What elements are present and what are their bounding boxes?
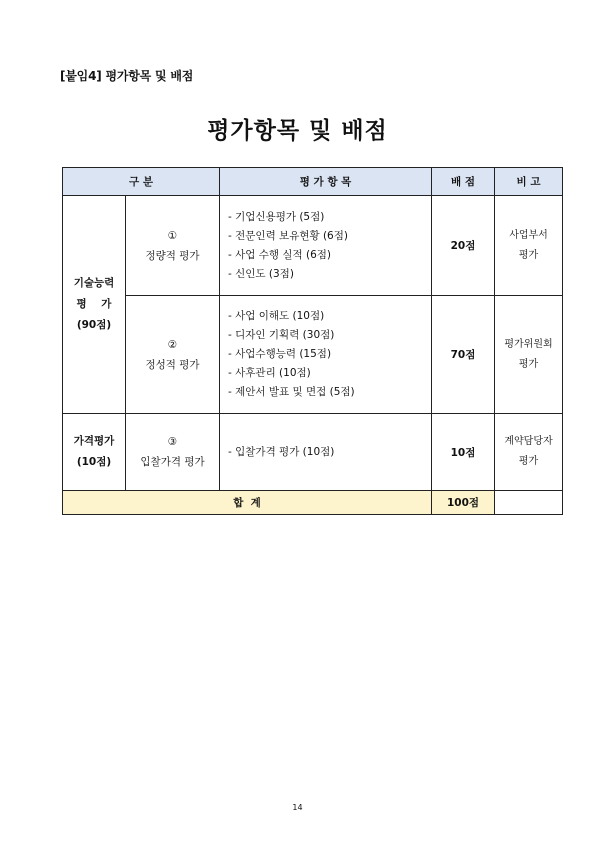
subcategory-number: ① [167,229,178,242]
table-header-row [63,168,563,196]
list-item: - 전문인력 보유현황 (6점) [228,229,348,242]
remark-cell [495,414,563,491]
page-number: 14 [292,803,303,812]
tech-group-line1: 기술능력 [73,277,115,289]
list-item: - 신인도 (3점) [228,267,294,280]
table-row [63,196,563,296]
total-score: 100점 [432,491,495,515]
evaluation-items-cell [220,196,432,296]
remark-line1: 평가위원회 [504,338,553,350]
subcategory-cell [126,296,220,414]
remark-line2: 평가 [518,358,539,370]
list-item: - 입찰가격 평가 (10점) [228,445,335,458]
subcategory-method: 정성적 평가 [145,358,200,371]
subcategory-number: ③ [167,436,178,448]
remark-line2: 평가 [518,249,539,261]
remark-line1: 사업부서 [509,229,548,241]
total-row [63,491,563,515]
list-item: - 디자인 기획력 (30점) [228,329,335,341]
evaluation-table [62,167,563,515]
list-item: - 사업 이해도 (10점) [228,310,325,322]
score-cell: 20점 [432,196,495,296]
list-item: - 사후관리 (10점) [228,367,311,379]
subcategory-method: 정량적 평가 [145,249,200,262]
remark-line2: 평가 [518,456,539,467]
list-item: - 사업 수행 실적 (6점) [228,248,332,261]
table-row [63,296,563,414]
remark-cell [495,196,563,296]
header-score: 배 점 [432,168,495,196]
list-item: - 제안서 발표 및 면접 (5점) [228,386,355,398]
price-group-line2: (10점) [76,456,112,468]
evaluation-items-cell [220,296,432,414]
document-title: 평가항목 및 배점 [207,118,388,144]
tech-group-line3: (90점) [76,319,112,331]
subcategory-cell [126,196,220,296]
table-row [63,414,563,491]
subcategory-cell [126,414,220,491]
list-item: - 기업신용평가 (5점) [228,210,325,223]
total-label: 합 계 [63,491,432,515]
score-cell: 10점 [432,414,495,491]
header-remark: 비 고 [495,168,563,196]
tech-evaluation-group [63,196,126,414]
score-cell: 70점 [432,296,495,414]
list-item: - 사업수행능력 (15점) [228,348,332,360]
total-remark [495,491,563,515]
remark-cell [495,296,563,414]
remark-line1: 계약담당자 [504,436,553,447]
evaluation-items-cell [220,414,432,491]
price-group-line1: 가격평가 [73,435,115,447]
subcategory-method: 입찰가격 평가 [140,456,205,468]
header-category: 구 분 [63,168,220,196]
header-items: 평 가 항 목 [220,168,432,196]
price-evaluation-group [63,414,126,491]
tech-group-line2: 평 가 [76,298,112,310]
attachment-label: [붙임4] 평가항목 및 배점 [60,69,194,83]
subcategory-number: ② [167,338,178,351]
